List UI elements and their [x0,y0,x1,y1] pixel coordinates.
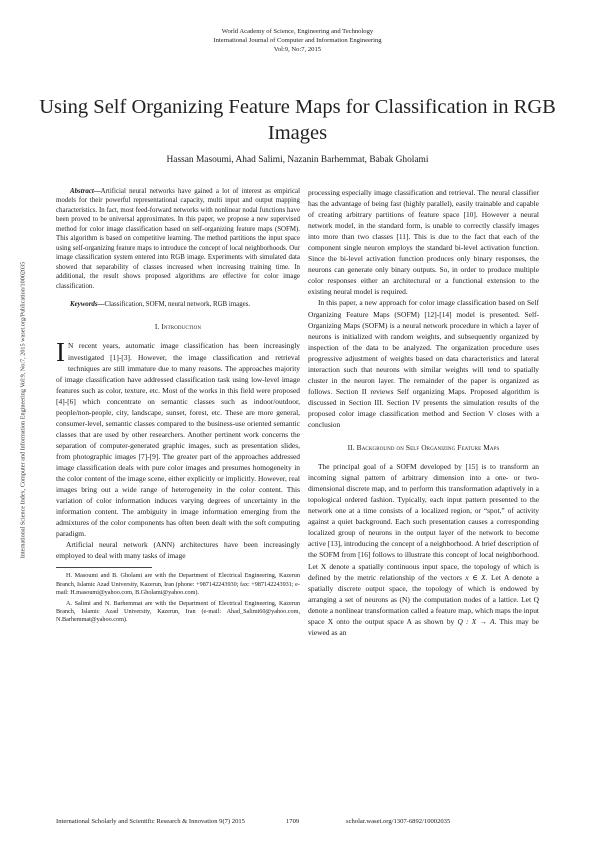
background-text-b: . Let A denote a spatially discrete output space, the topology of which is endowed by arranging a set of neurons as (N) the computation nodes of a lattice. Let Q denote a nonlinear transformation called a feature map, which maps the input space X onto the output space A as shown by [308,572,539,626]
footer-url[interactable]: scholar.waset.org/1307-6892/10002035 [346,818,451,825]
right-paragraph-2: In this paper, a new approach for color image classification based on Self Organizing Feature Maps (SOFM) [12]-[14] model is presented. Self-Organizing Maps (SOFM) is a neural network procedure in which a layer of neurons is initialized with random weights, and subsequently organized by inspection of the data to be analyzed. The organization procedure uses progressive adjustment of weights based on data characteristics and lateral interaction such that neurons with similar weights will tend to spatially cluster in the neuron layer. The remainder of the paper is organized as follows. Section II reviews Self organizing Maps. Proposed algorithm is discussed in Section III. Section IV presents the simulation results of the proposed color image classification method and Section V closes with a conclusion [308,298,539,429]
background-text-a: The principal goal of a SOFM developed by [15] is to transform an incoming signal pattern of arbitrary dimension into a one- or two- dimensional discrete map, and to perform this transformation adaptively in a topological ordered fashion. Typically, each input pattern presented to the network one at a time consists of a localized region, or “spot,” of activity against a quiet background. Each such presentation causes a corresponding localized group of neurons in the output layer of the network to become active [13], introducing the concept of a neighborhood. A brief description of the SOFM from [16] follows to illustrate this concept of local neighborhood. Let X denote a spatially continuous input space, the topology of which is defined by the metric relationship of the vectors [308,462,539,582]
intro-paragraph-1 [56,337,300,539]
journal-name: International Journal of Computer and Information Engineering [213,37,382,44]
footnote-2: A. Salimi and N. Barhemmat are with the Department of Electrical Engineering, Kazerun Branch, Islamic Azad University, Kazerun, Iran (e-mail: Ahad_Salimi60@yahoo.com, N.Barhemmat@yahoo.com). [56,599,300,624]
right-column [308,187,539,638]
footnote-1: H. Masoumi and B. Gholami are with the Department of Electrical Engineering, Kazerun Branch, Islamic Azad University, Kazerun, Iran (phone: +987142243930; fax: +987142243931; e-mail: H.masoumi@yahoo.com, B.Gholami@yahoo.com). [56,572,300,597]
left-column [56,187,300,627]
drop-cap: I [56,337,65,368]
keywords-label: Keywords— [70,300,105,308]
abstract-text: Artificial neural networks have gained a lot of interest as empirical models for their powerful representational capacity, multi input and output mapping characteristics. In fact, most feed-forward networks with nonlinear nodal functions have been proved to be universal approximates. In this paper, we propose a new supervised method for color image classification based on self-organizing feature maps (SOFM). This algorithm is based on competitive learning. The method partitions the input space using self-organizing feature maps to introduce the concept of local neighborhoods. Our image classification system entered into RGB image. Experiments with simulated data showed that separability of classes increased when increasing training time. In additional, the result shows proposed algorithms are effective for color image classification. [56,188,300,290]
background-text-c: . This may be viewed as an [308,616,539,637]
math-feature-map: Q : X → A [457,616,495,626]
journal-header [0,27,595,54]
section-heading-background: II. Background on Self Organizing Feature Maps [347,443,500,453]
section-heading-intro: I. Introduction [154,322,202,332]
keywords-text: Classification, SOFM, neural network, RGB images. [104,300,251,308]
math-x-in-X: x ∈ X [465,572,486,582]
journal-org: World Academy of Science, Engineering and Technology [221,28,374,35]
background-paragraph [308,461,539,638]
footer-page-number: 1709 [286,818,300,825]
side-watermark [18,200,28,620]
footnote-rule [56,567,152,568]
intro-paragraph-2: Artificial neural network (ANN) architectures have been increasingly employed to deal with many tasks of image [56,540,300,561]
intro-paragraph-1-text: N recent years, automatic image classification has been increasingly investigated [1]-[3]. However, the image classification and retrieval techniques are still immature due to many reasons. The approaches majority of image classification have addressed classification task using low-level image features such as color, texture, etc. Most of the works in this field were proposed [4]-[6] which concentrate on semantic classes such as indoor/outdoor, people/non-people, city, landscape, sunset, forest, etc. These are more general, consumer-level, semantic classes compared to the business-use oriented semantic classes that are used by other researchers. Another pertinent work concerns the separation of computer-generated graphic images, such as presentation slides, from photographic images [7]-[9]. The greater part of the approaches addressed image classification deals with pure color images and presumes homogeneity in the color content of the image scene, either explicitly or implicitly. However, real images bring out a wide range of heterogeneity in the color content. This variation of color information induces varying degrees of uncertainty in the information content. The ambiguity in image information emerging from the admixtures of the color components has often been dealt with the soft computing paradigm. [56,341,300,539]
paper-authors: Hassan Masoumi, Ahad Salimi, Nazanin Barhemmat, Babak Gholami [166,155,429,165]
right-paragraph-1: processing especially image classification and retrieval. The neural classifier has the advantage of being fast (highly parallel), easily trainable and capable of creating arbitrary partitions of feature space [10]. However a neural network model, in the standard form, is unable to correctly classify images into more than two classes [11]. This is due to the fact that each of the component single neuron employs the standard bi-level activation function. Since the bi-level activation function produces only binary responses, the neurons can generate only binary outputs. So, in order to produce multiple color responses either an architectural or a functional extension to the existing neural model is required. [308,188,539,297]
side-watermark-text: International Science Index, Computer and Information Engineering Vol:9, No:7, 2015 waset.org/Publication/10002035 [19,261,27,559]
keywords [56,300,300,309]
journal-volume: Vol:9, No:7, 2015 [273,46,322,53]
abstract [56,187,300,291]
abstract-label: Abstract— [70,188,101,195]
paper-title: Using Self Organizing Feature Maps for Classification in RGB Images [39,96,556,144]
footer-journal: International Scholarly and Scientific Research & Innovation 9(7) 2015 [56,818,245,825]
